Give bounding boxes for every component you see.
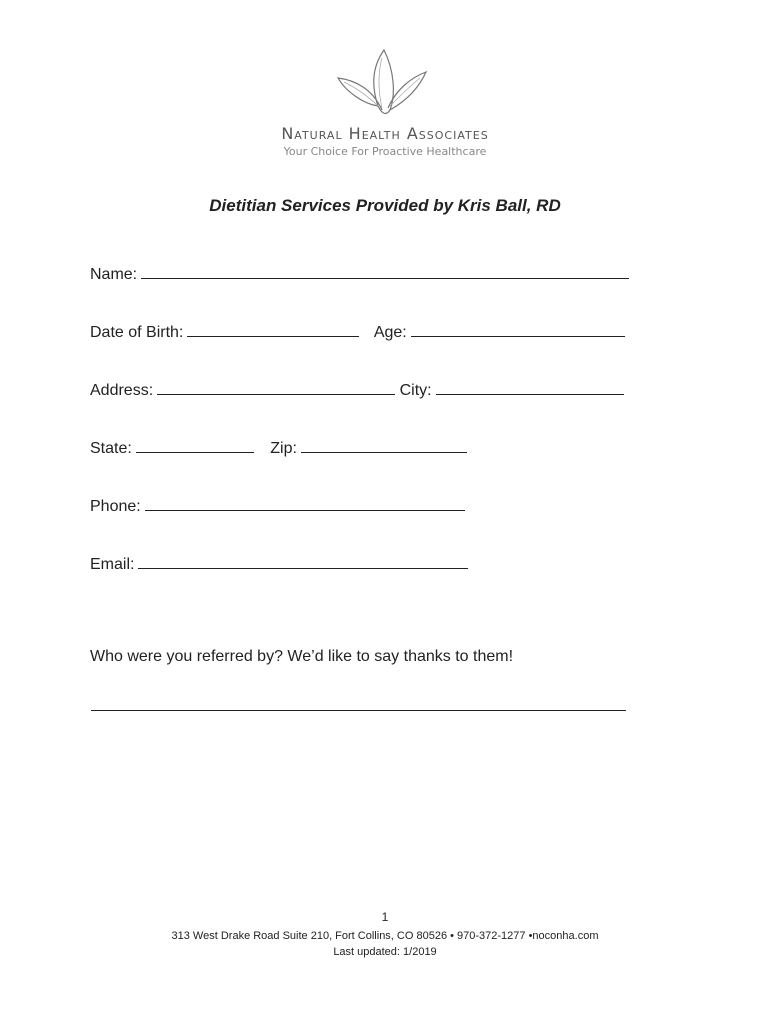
page-number: 1 [381, 910, 389, 924]
state-label: State: [90, 440, 132, 457]
dob-label: Date of Birth: [90, 324, 184, 341]
email-label: Email: [90, 556, 135, 573]
name-field[interactable] [141, 264, 629, 279]
footer-address: 313 West Drake Road Suite 210, Fort Collins, CO 80526 • 970-372-1277 •noconha.com [171, 930, 599, 942]
name-row [90, 264, 629, 284]
page-title: Dietitian Services Provided by Kris Ball, RD [209, 196, 561, 215]
email-row [90, 554, 468, 574]
brand-name: Natural Health Associates [281, 124, 489, 143]
brand-tagline: Your Choice For Proactive Healthcare [283, 145, 487, 158]
city-field[interactable] [436, 380, 624, 395]
address-city-row [90, 380, 624, 400]
address-field[interactable] [157, 380, 395, 395]
name-label: Name: [90, 266, 138, 283]
zip-label: Zip: [270, 440, 297, 457]
dob-field[interactable] [187, 322, 359, 337]
address-label: Address: [90, 382, 154, 399]
state-zip-row [90, 438, 467, 458]
lotus-leaf-icon [334, 44, 434, 124]
age-label: Age: [373, 324, 407, 341]
zip-field[interactable] [301, 438, 467, 453]
state-field[interactable] [136, 438, 254, 453]
email-field[interactable] [138, 554, 468, 569]
dob-age-row [90, 322, 625, 342]
phone-row [90, 496, 465, 516]
phone-field[interactable] [145, 496, 465, 511]
city-label: City: [399, 382, 432, 399]
last-updated: Last updated: 1/2019 [333, 946, 437, 958]
referral-question: Who were you referred by? We’d like to say thanks to them! [90, 648, 514, 665]
referral-field[interactable] [91, 710, 626, 711]
age-field[interactable] [411, 322, 625, 337]
phone-label: Phone: [90, 498, 141, 515]
